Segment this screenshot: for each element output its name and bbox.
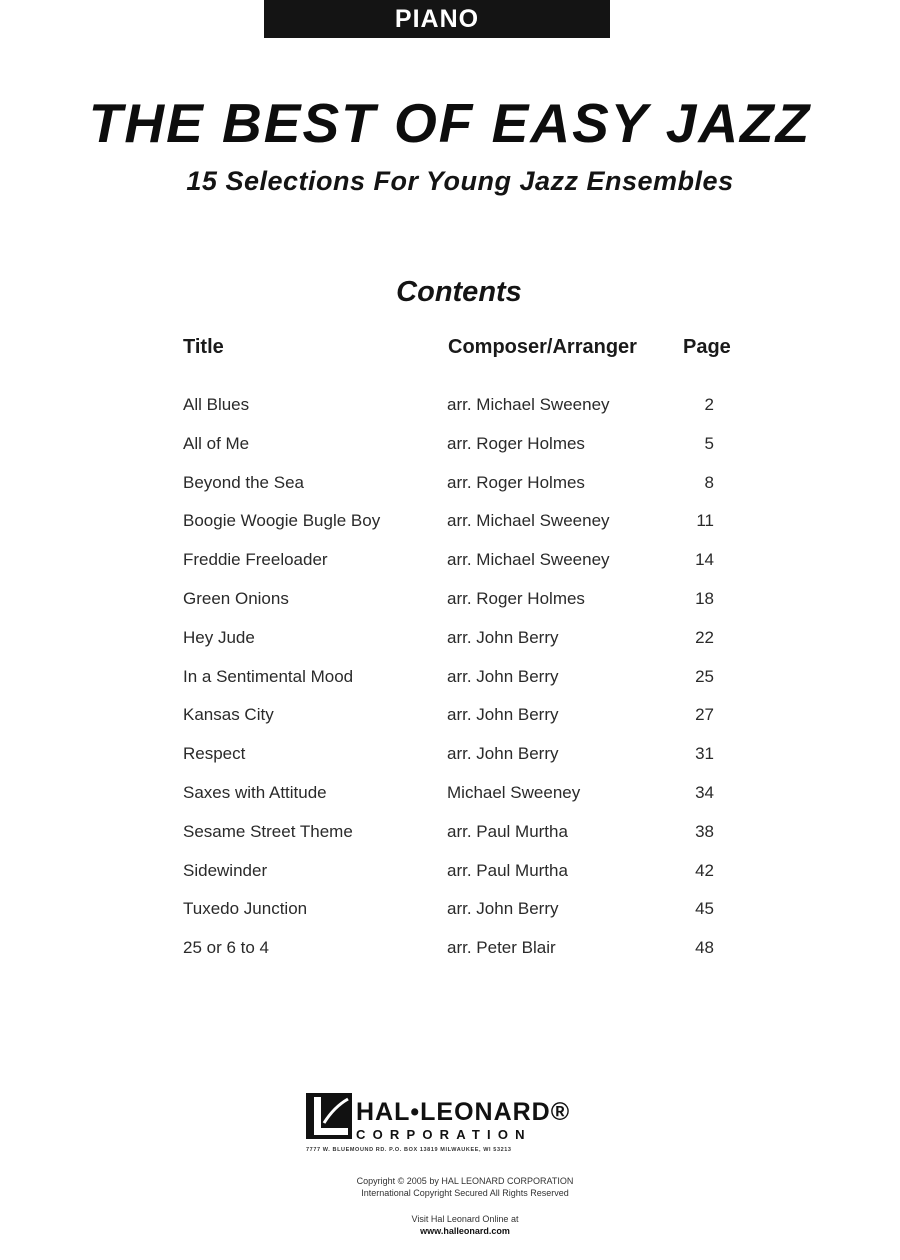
table-row [0,667,900,706]
visit-online [0,1213,900,1237]
song-title: Sidewinder [183,860,268,880]
song-composer: arr. Michael Sweeney [447,550,610,570]
table-row [0,705,900,744]
column-header-page: Page [683,336,731,358]
book-subtitle: 15 Selections For Young Jazz Ensembles [186,166,734,196]
song-title: Hey Jude [183,627,255,647]
publisher-address: 7777 W. BLUEMOUND RD. P.O. BOX 13819 MILWAUKEE, WI 53213 [306,1147,512,1153]
contents-heading: Contents [396,276,522,308]
song-title: Boogie Woogie Bugle Boy [183,511,381,531]
table-row [0,783,900,822]
column-header-composer: Composer/Arranger [448,336,637,358]
song-page: 2 [704,395,714,414]
table-row [0,550,900,589]
table-row [0,899,900,938]
song-composer: arr. Paul Murtha [447,860,568,880]
song-composer: arr. John Berry [447,899,559,919]
song-page: 34 [695,782,714,802]
copyright-line-2: International Copyright Secured All Rights Reserved [361,1188,569,1198]
copyright-notice [0,1175,900,1199]
column-header-title: Title [183,336,224,358]
copyright-line-1: Copyright © 2005 by HAL LEONARD CORPORATION [356,1176,574,1186]
table-row [0,434,900,473]
table-row [0,589,900,628]
table-row [0,861,900,900]
song-page: 42 [695,860,714,880]
song-title: Beyond the Sea [183,472,304,492]
song-page: 48 [695,938,714,958]
song-page: 27 [695,705,714,725]
hal-leonard-mark-icon [306,1093,352,1139]
table-row [0,744,900,783]
song-page: 5 [704,433,714,453]
song-page: 14 [695,550,714,570]
song-title: Saxes with Attitude [183,782,327,802]
logo-corporation: CORPORATION [356,1127,532,1142]
visit-text: Visit Hal Leonard Online at [411,1214,519,1224]
logo-name: HAL•LEONARD® [356,1098,571,1126]
song-composer: arr. Peter Blair [447,938,556,958]
song-title: Sesame Street Theme [183,821,353,841]
song-composer: arr. Michael Sweeney [447,395,610,414]
song-composer: arr. Michael Sweeney [447,511,610,531]
song-page: 8 [704,472,714,492]
song-composer: arr. Paul Murtha [447,821,568,841]
song-composer: arr. John Berry [447,705,559,725]
song-composer: arr. John Berry [447,744,559,764]
song-title: Respect [183,744,246,764]
song-title: Green Onions [183,588,289,608]
song-page: 18 [695,588,714,608]
song-page: 38 [695,821,714,841]
song-title: 25 or 6 to 4 [183,938,270,958]
table-row [0,395,900,434]
table-row [0,938,900,977]
song-page: 25 [695,666,714,686]
song-page: 31 [695,744,714,764]
song-page: 45 [695,899,714,919]
song-composer: arr. Roger Holmes [447,433,585,453]
contents-table [0,395,900,977]
song-page: 22 [695,627,714,647]
song-composer: arr. John Berry [447,666,559,686]
table-row [0,822,900,861]
table-row [0,473,900,512]
song-composer: arr. Roger Holmes [447,472,585,492]
table-row [0,628,900,667]
hal-leonard-logo [306,1093,596,1163]
song-title: All of Me [183,433,250,453]
song-title: Tuxedo Junction [183,899,308,919]
book-title: THE BEST OF EASY JAZZ [88,92,812,154]
website-link[interactable]: www.halleonard.com [420,1226,510,1236]
song-composer: arr. John Berry [447,627,559,647]
song-title: Kansas City [183,705,274,725]
song-title: Freddie Freeloader [183,550,328,570]
instrument-label: PIANO [394,4,480,33]
song-title: In a Sentimental Mood [183,666,354,686]
song-composer: Michael Sweeney [447,782,581,802]
song-title: All Blues [183,395,250,414]
instrument-tab [264,0,610,38]
song-page: 11 [696,511,714,531]
song-composer: arr. Roger Holmes [447,588,585,608]
table-row [0,511,900,550]
